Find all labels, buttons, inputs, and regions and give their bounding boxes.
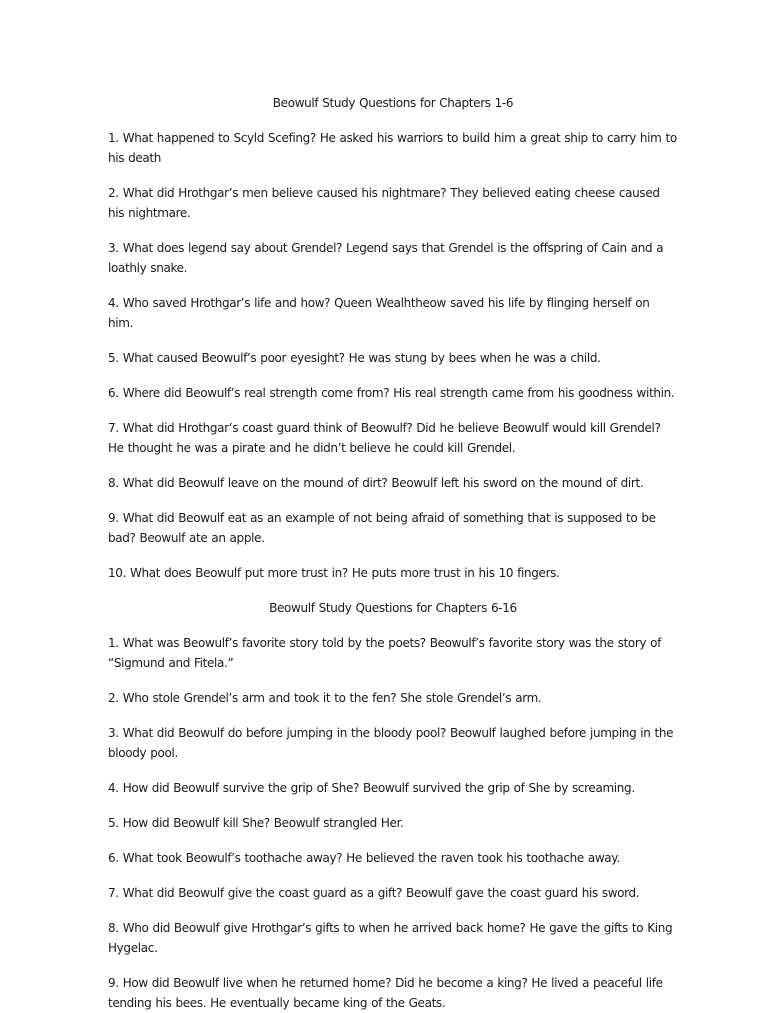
section-chapters-1-6 bbox=[108, 93, 678, 583]
question-item: 2. What did Hrothgar’s men believe caused his nightmare? They believed eating cheese caused his nightmare. bbox=[108, 186, 660, 220]
section-heading: Beowulf Study Questions for Chapters 1-6 bbox=[272, 96, 514, 110]
question-item: 2. Who stole Grendel’s arm and took it to the fen? She stole Grendel’s arm. bbox=[108, 691, 542, 705]
question-item: 4. Who saved Hrothgar’s life and how? Queen Wealhtheow saved his life by flinging herself on him. bbox=[108, 296, 650, 330]
question-item: 9. What did Beowulf eat as an example of not being afraid of something that is supposed to be bad? Beowulf ate an apple. bbox=[108, 511, 656, 545]
question-item: 1. What was Beowulf’s favorite story told by the poets? Beowulf’s favorite story was the story of “Sigmund and Fitela.” bbox=[108, 636, 661, 670]
question-item: 7. What did Hrothgar’s coast guard think of Beowulf? Did he believe Beowulf would kill Grendel? He thought he was a pirate and he didn’t believe he could kill Grendel. bbox=[108, 421, 661, 455]
question-item: 5. How did Beowulf kill She? Beowulf strangled Her. bbox=[108, 816, 404, 830]
question-item: 8. Who did Beowulf give Hrothgar’s gifts to when he arrived back home? He gave the gifts to King Hygelac. bbox=[108, 921, 673, 955]
section-heading: Beowulf Study Questions for Chapters 6-16 bbox=[269, 601, 517, 615]
question-item: 4. How did Beowulf survive the grip of She? Beowulf survived the grip of She by screaming. bbox=[108, 781, 635, 795]
question-item: 9. How did Beowulf live when he returned home? Did he become a king? He lived a peaceful life tending his bees. He eventually became king of the Geats. bbox=[108, 976, 663, 1010]
question-item: 10. What does Beowulf put more trust in? He puts more trust in his 10 fingers. bbox=[108, 566, 560, 580]
question-item: 3. What did Beowulf do before jumping in the bloody pool? Beowulf laughed before jumping in the bloody pool. bbox=[108, 726, 674, 760]
question-item: 7. What did Beowulf give the coast guard as a gift? Beowulf gave the coast guard his sword. bbox=[108, 886, 640, 900]
question-item: 1. What happened to Scyld Scefing? He asked his warriors to build him a great ship to carry him to his death bbox=[108, 131, 677, 165]
question-item: 8. What did Beowulf leave on the mound of dirt? Beowulf left his sword on the mound of dirt. bbox=[108, 476, 644, 490]
question-item: 6. Where did Beowulf’s real strength come from? His real strength came from his goodness within. bbox=[108, 386, 675, 400]
question-item: 6. What took Beowulf’s toothache away? He believed the raven took his toothache away. bbox=[108, 851, 620, 865]
question-item: 5. What caused Beowulf’s poor eyesight? He was stung by bees when he was a child. bbox=[108, 351, 601, 365]
question-item: 3. What does legend say about Grendel? Legend says that Grendel is the offspring of Cain and a loathly snake. bbox=[108, 241, 664, 275]
section-chapters-6-16 bbox=[108, 598, 678, 1013]
